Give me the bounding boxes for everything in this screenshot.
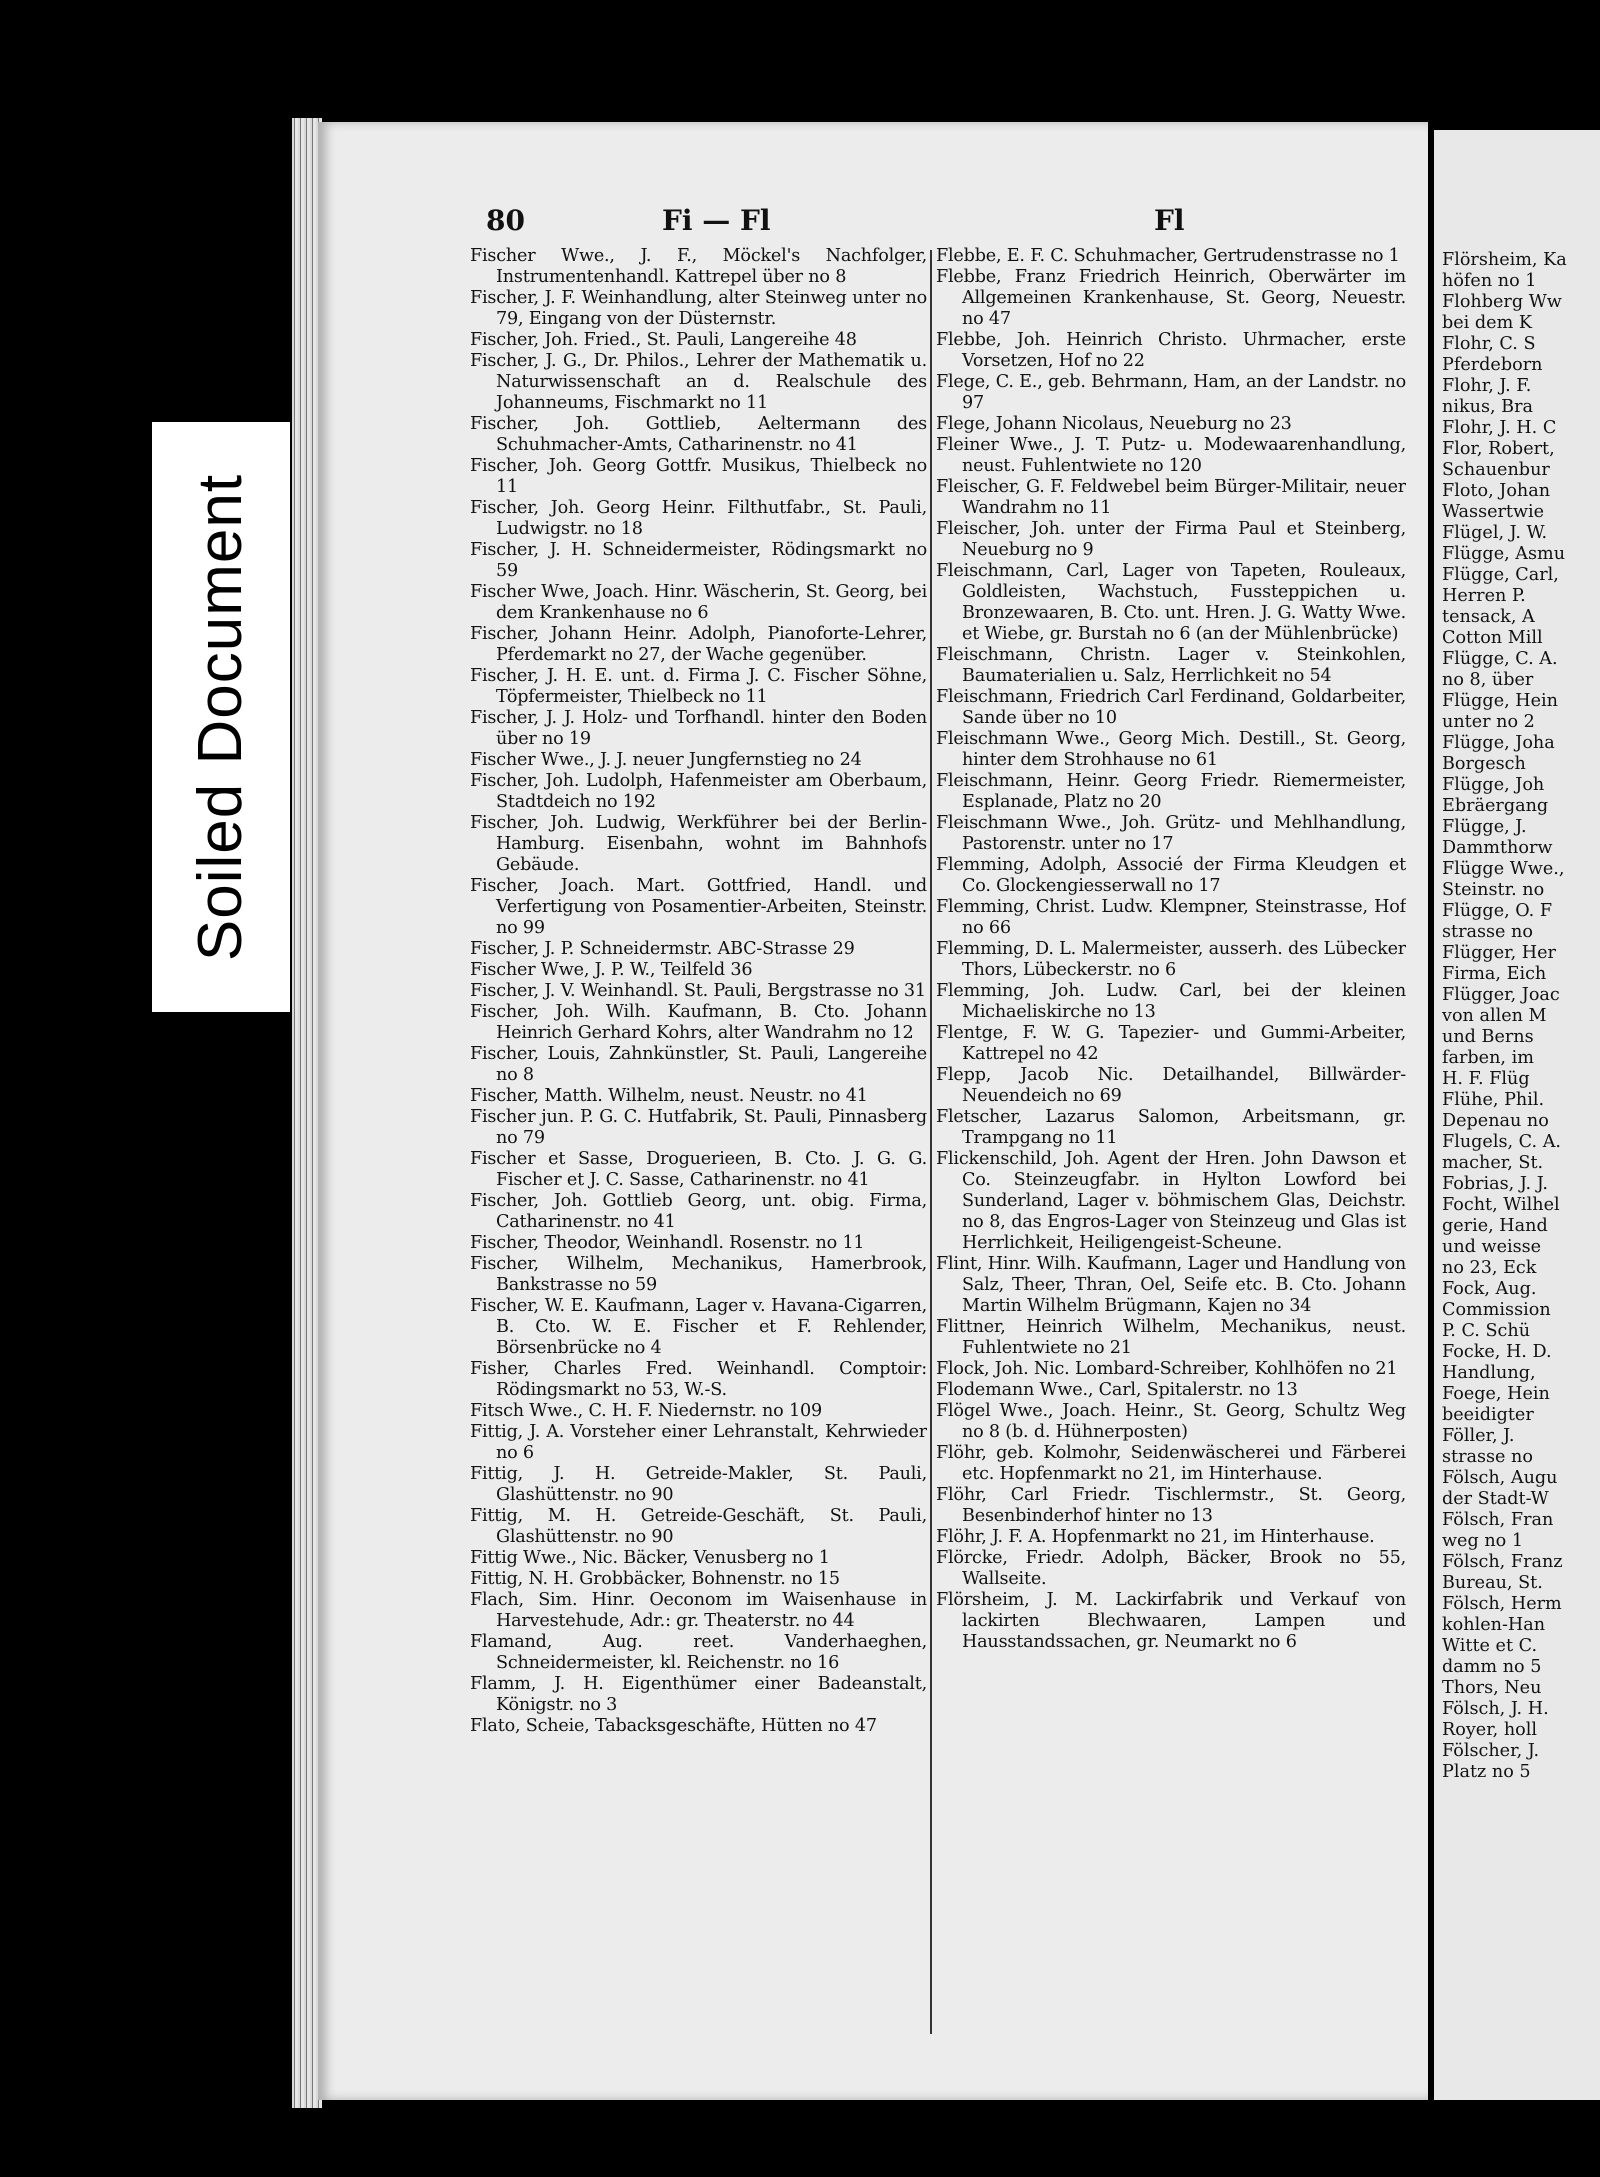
next-page-line: Thors, Neu xyxy=(1442,1678,1542,1698)
next-page-line: Flügge, Asmu xyxy=(1442,544,1566,564)
directory-entry: Fischer, Louis, Zahnkünstler, St. Pauli, Langereihe no 8 xyxy=(470,1044,927,1085)
directory-entry: Fischer, Matth. Wilhelm, neust. Neustr. no 41 xyxy=(470,1086,868,1106)
directory-entry: Flock, Joh. Nic. Lombard-Schreiber, Kohlhöfen no 21 xyxy=(936,1359,1398,1379)
directory-entry: Flörsheim, J. M. Lackirfabrik und Verkauf von lackirten Blechwaaren, Lampen und Hausstandssachen, gr. Neumarkt no 6 xyxy=(936,1590,1406,1652)
next-page-line: Föller, J. xyxy=(1442,1426,1515,1446)
directory-entry: Fischer, Joach. Mart. Gottfried, Handl. und Verfertigung von Posamentier-Arbeiten, Steinstr. no 99 xyxy=(470,876,927,938)
directory-entry: Fleiner Wwe., J. T. Putz- u. Modewaarenhandlung, neust. Fuhlentwiete no 120 xyxy=(936,435,1406,476)
next-page-line: Flügge, O. F xyxy=(1442,901,1553,921)
next-page-line: Flügge, Joha xyxy=(1442,733,1555,753)
next-page-line: no 8, über xyxy=(1442,670,1534,690)
directory-entry: Fischer, W. E. Kaufmann, Lager v. Havana-Cigarren, B. Cto. W. E. Fischer et F. Rehlender, Börsenbrücke no 4 xyxy=(470,1296,927,1358)
next-page-line: damm no 5 xyxy=(1442,1657,1542,1677)
next-page-line: Focht, Wilhel xyxy=(1442,1195,1560,1215)
column-divider xyxy=(930,250,932,2034)
next-page-line: Focke, H. D. xyxy=(1442,1342,1552,1362)
next-page-line: Fölsch, Franz xyxy=(1442,1552,1563,1572)
next-page-line: Pferdeborn xyxy=(1442,355,1543,375)
next-page-line: Flugels, C. A. xyxy=(1442,1132,1561,1152)
directory-entry: Flögel Wwe., Joach. Heinr., St. Georg, Schultz Weg no 8 (b. d. Hühnerposten) xyxy=(936,1401,1406,1442)
directory-entry: Fisher, Charles Fred. Weinhandl. Comptoir: Rödingsmarkt no 53, W.-S. xyxy=(470,1359,927,1400)
directory-entry: Flach, Sim. Hinr. Oeconom im Waisenhause in Harvestehude, Adr.: gr. Theaterstr. no 44 xyxy=(470,1590,927,1631)
next-page-text xyxy=(1442,250,1600,1783)
directory-entry: Flege, C. E., geb. Behrmann, Ham, an der Landstr. no 97 xyxy=(936,372,1406,413)
next-page-partial xyxy=(1434,130,1600,2100)
next-page-line: Flohr, J. F. xyxy=(1442,376,1532,396)
directory-entry: Fischer, Joh. Ludwig, Werkführer bei der Berlin-Hamburg. Eisenbahn, wohnt im Bahnhofs Gebäude. xyxy=(470,813,927,875)
next-page-line: no 23, Eck xyxy=(1442,1258,1537,1278)
next-page-line: Fölsch, Fran xyxy=(1442,1510,1554,1530)
next-page-line: und weisse xyxy=(1442,1237,1542,1257)
directory-entry: Fischer, Joh. Gottlieb Georg, unt. obig. Firma, Catharinenstr. no 41 xyxy=(470,1191,927,1232)
directory-entry: Fischer, Joh. Fried., St. Pauli, Langereihe 48 xyxy=(470,330,857,350)
directory-entry: Flöhr, Carl Friedr. Tischlermstr., St. Georg, Besenbinderhof hinter no 13 xyxy=(936,1485,1406,1526)
next-page-line: Herren P. xyxy=(1442,586,1526,606)
next-page-line: Flügge, J. xyxy=(1442,817,1527,837)
next-page-line: Flohberg Ww xyxy=(1442,292,1562,312)
directory-entry: Fleischer, Joh. unter der Firma Paul et Steinberg, Neueburg no 9 xyxy=(936,519,1406,560)
next-page-line: Cotton Mill xyxy=(1442,628,1543,648)
directory-entry: Flöhr, J. F. A. Hopfenmarkt no 21, im Hinterhause. xyxy=(936,1527,1375,1547)
directory-entry: Fischer jun. P. G. C. Hutfabrik, St. Pauli, Pinnasberg no 79 xyxy=(470,1107,927,1148)
next-page-line: Commission xyxy=(1442,1300,1551,1320)
next-page-line: höfen no 1 xyxy=(1442,271,1537,291)
next-page-line: Fock, Aug. xyxy=(1442,1279,1537,1299)
directory-entry: Fleischer, G. F. Feldwebel beim Bürger-Militair, neuer Wandrahm no 11 xyxy=(936,477,1406,518)
directory-entry: Fischer Wwe., J. F., Möckel's Nachfolger, Instrumentenhandl. Kattrepel über no 8 xyxy=(470,246,927,287)
directory-entry: Flemming, D. L. Malermeister, ausserh. des Lübecker Thors, Lübeckerstr. no 6 xyxy=(936,939,1406,980)
next-page-line: Fölsch, Herm xyxy=(1442,1594,1562,1614)
next-page-line: Wassertwie xyxy=(1442,502,1545,522)
directory-entry: Flebbe, Franz Friedrich Heinrich, Oberwärter im Allgemeinen Krankenhause, St. Georg, Neuestr. no 47 xyxy=(936,267,1406,329)
next-page-line: beeidigter xyxy=(1442,1405,1534,1425)
directory-entry: Fischer, Joh. Georg Heinr. Filthutfabr., St. Pauli, Ludwigstr. no 18 xyxy=(470,498,927,539)
next-page-line: Platz no 5 xyxy=(1442,1762,1531,1782)
next-page-line: nikus, Bra xyxy=(1442,397,1533,417)
next-page-line: Flörsheim, Ka xyxy=(1442,250,1567,270)
directory-entry: Fischer, Joh. Gottlieb, Aeltermann des Schuhmacher-Amts, Catharinenstr. no 41 xyxy=(470,414,927,455)
left-column xyxy=(470,246,927,2046)
next-page-line: Depenau no xyxy=(1442,1111,1549,1131)
right-column xyxy=(936,246,1406,2046)
directory-entry: Fleischmann, Carl, Lager von Tapeten, Rouleaux, Goldleisten, Wachstuch, Fussteppichen u. Bronzewaaren, B. Cto. unt. Hren. J. G. Watty Wwe. et Wiebe, gr. Burstah no 6 (an der Mühlenbrücke) xyxy=(936,561,1406,644)
directory-entry: Fischer, J. V. Weinhandl. St. Pauli, Bergstrasse no 31 xyxy=(470,981,926,1001)
directory-entry: Flebbe, Joh. Heinrich Christo. Uhrmacher, erste Vorsetzen, Hof no 22 xyxy=(936,330,1406,371)
directory-entry: Flöhr, geb. Kolmohr, Seidenwäscherei und Färberei etc. Hopfenmarkt no 21, im Hinterhause. xyxy=(936,1443,1406,1484)
directory-entry: Fleischmann Wwe., Georg Mich. Destill., St. Georg, hinter dem Strohhause no 61 xyxy=(936,729,1406,770)
next-page-line: macher, St. xyxy=(1442,1153,1544,1173)
next-page-line: Fölsch, Augu xyxy=(1442,1468,1558,1488)
directory-entry: Fischer Wwe, J. P. W., Teilfeld 36 xyxy=(470,960,753,980)
directory-entry: Fitsch Wwe., C. H. F. Niedernstr. no 109 xyxy=(470,1401,822,1421)
directory-entry: Fischer, Johann Heinr. Adolph, Pianoforte-Lehrer, Pferdemarkt no 27, der Wache gegenüber. xyxy=(470,624,927,665)
directory-entry: Flege, Johann Nicolaus, Neueburg no 23 xyxy=(936,414,1292,434)
next-page-line: Flügge, C. A. xyxy=(1442,649,1558,669)
next-page-line: Flügel, J. W. xyxy=(1442,523,1548,543)
directory-entry: Fittig, J. H. Getreide-Makler, St. Pauli, Glashüttenstr. no 90 xyxy=(470,1464,927,1505)
next-page-line: Steinstr. no xyxy=(1442,880,1545,900)
next-page-line: Fobrias, J. J. xyxy=(1442,1174,1548,1194)
next-page-line: farben, im xyxy=(1442,1048,1534,1068)
directory-entry: Flint, Hinr. Wilh. Kaufmann, Lager und Handlung von Salz, Theer, Thran, Oel, Seife etc. B. Cto. Johann Martin Wilhelm Brügmann, Kajen no 34 xyxy=(936,1254,1406,1316)
directory-entry: Flemming, Joh. Ludw. Carl, bei der kleinen Michaeliskirche no 13 xyxy=(936,981,1406,1022)
next-page-line: tensack, A xyxy=(1442,607,1535,627)
directory-page xyxy=(318,122,1428,2100)
directory-entry: Fittig, M. H. Getreide-Geschäft, St. Pauli, Glashüttenstr. no 90 xyxy=(470,1506,927,1547)
next-page-line: und Berns xyxy=(1442,1027,1534,1047)
directory-entry: Fischer, J. P. Schneidermstr. ABC-Strasse 29 xyxy=(470,939,855,959)
next-page-line: Fölsch, J. H. xyxy=(1442,1699,1549,1719)
directory-entry: Fischer, J. J. Holz- und Torfhandl. hinter den Boden über no 19 xyxy=(470,708,927,749)
directory-entry: Fischer, J. H. E. unt. d. Firma J. C. Fischer Söhne, Töpfermeister, Thielbeck no 11 xyxy=(470,666,927,707)
directory-entry: Fischer, J. F. Weinhandlung, alter Steinweg unter no 79, Eingang von der Düsternstr. xyxy=(470,288,927,329)
directory-entry: Flebbe, E. F. C. Schuhmacher, Gertrudenstrasse no 1 xyxy=(936,246,1400,266)
directory-entry: Fischer, Joh. Wilh. Kaufmann, B. Cto. Johann Heinrich Gerhard Kohrs, alter Wandrahm no 12 xyxy=(470,1002,927,1043)
directory-entry: Flamand, Aug. reet. Vanderhaeghen, Schneidermeister, kl. Reichenstr. no 16 xyxy=(470,1632,927,1673)
next-page-line: Flügge Wwe., xyxy=(1442,859,1565,879)
directory-entry: Fischer, Joh. Georg Gottfr. Musikus, Thielbeck no 11 xyxy=(470,456,927,497)
directory-entry: Fischer, Theodor, Weinhandl. Rosenstr. no 11 xyxy=(470,1233,865,1253)
directory-entry: Fleischmann, Heinr. Georg Friedr. Riemermeister, Esplanade, Platz no 20 xyxy=(936,771,1406,812)
directory-entry: Flemming, Christ. Ludw. Klempner, Steinstrasse, Hof no 66 xyxy=(936,897,1406,938)
next-page-line: Flor, Robert, xyxy=(1442,439,1555,459)
next-page-line: Firma, Eich xyxy=(1442,964,1547,984)
next-page-line: Borgesch xyxy=(1442,754,1526,774)
directory-entry: Flemming, Adolph, Associé der Firma Kleudgen et Co. Glockengiesserwall no 17 xyxy=(936,855,1406,896)
next-page-line: strasse no xyxy=(1442,1447,1533,1467)
next-page-line: Flügger, Her xyxy=(1442,943,1556,963)
directory-entry: Fleischmann, Friedrich Carl Ferdinand, Goldarbeiter, Sande über no 10 xyxy=(936,687,1406,728)
next-page-line: Flügge, Joh xyxy=(1442,775,1545,795)
next-page-line: unter no 2 xyxy=(1442,712,1535,732)
directory-entry: Flamm, J. H. Eigenthümer einer Badeanstalt, Königstr. no 3 xyxy=(470,1674,927,1715)
directory-entry: Flato, Scheie, Tabacksgeschäfte, Hütten no 47 xyxy=(470,1716,877,1736)
directory-entry: Flittner, Heinrich Wilhelm, Mechanikus, neust. Fuhlentwiete no 21 xyxy=(936,1317,1406,1358)
page-number: 80 xyxy=(486,204,525,237)
directory-entry: Fischer et Sasse, Droguerieen, B. Cto. J. G. G. Fischer et J. C. Sasse, Catharinenstr. no 41 xyxy=(470,1149,927,1190)
directory-entry: Fischer, J. H. Schneidermeister, Rödingsmarkt no 59 xyxy=(470,540,927,581)
next-page-line: Flügge, Carl, xyxy=(1442,565,1559,585)
next-page-line: Flohr, C. S xyxy=(1442,334,1536,354)
next-page-line: P. C. Schü xyxy=(1442,1321,1531,1341)
next-page-line: der Stadt-W xyxy=(1442,1489,1549,1509)
directory-entry: Flepp, Jacob Nic. Detailhandel, Billwärder-Neuendeich no 69 xyxy=(936,1065,1406,1106)
next-page-line: Flühe, Phil. xyxy=(1442,1090,1545,1110)
next-page-line: Dammthorw xyxy=(1442,838,1553,858)
next-page-line: gerie, Hand xyxy=(1442,1216,1548,1236)
directory-entry: Fischer, Wilhelm, Mechanikus, Hamerbrook, Bankstrasse no 59 xyxy=(470,1254,927,1295)
directory-entry: Fischer Wwe, Joach. Hinr. Wäscherin, St. Georg, bei dem Krankenhause no 6 xyxy=(470,582,927,623)
next-page-line: Flügger, Joac xyxy=(1442,985,1560,1005)
directory-entry: Fittig, N. H. Grobbäcker, Bohnenstr. no 15 xyxy=(470,1569,840,1589)
directory-entry: Fischer Wwe., J. J. neuer Jungfernstieg no 24 xyxy=(470,750,862,770)
next-page-line: Ebräergang xyxy=(1442,796,1549,816)
soiled-document-stamp xyxy=(152,422,290,1012)
directory-entry: Flörcke, Friedr. Adolph, Bäcker, Brook no 55, Wallseite. xyxy=(936,1548,1406,1589)
directory-entry: Fischer, J. G., Dr. Philos., Lehrer der Mathematik u. Naturwissenschaft an d. Realschule des Johanneums, Fischmarkt no 11 xyxy=(470,351,927,413)
soiled-document-label: Soiled Document xyxy=(186,473,256,961)
next-page-line: Witte et C. xyxy=(1442,1636,1538,1656)
next-page-line: Bureau, St. xyxy=(1442,1573,1543,1593)
next-page-line: Flügge, Hein xyxy=(1442,691,1559,711)
next-page-line: weg no 1 xyxy=(1442,1531,1524,1551)
next-page-line: bei dem K xyxy=(1442,313,1532,333)
next-page-line: Foege, Hein xyxy=(1442,1384,1550,1404)
page-head-left: Fi — Fl xyxy=(662,204,771,237)
next-page-line: kohlen-Han xyxy=(1442,1615,1546,1635)
page-head-right: Fl xyxy=(1154,204,1185,237)
directory-entry: Fleischmann Wwe., Joh. Grütz- und Mehlhandlung, Pastorenstr. unter no 17 xyxy=(936,813,1406,854)
next-page-line: Fölscher, J. xyxy=(1442,1741,1540,1761)
directory-entry: Flickenschild, Joh. Agent der Hren. John Dawson et Co. Steinzeugfabr. in Hylton Lowford bei Sunderland, Lager v. böhmischem Glas, Deichstr. no 8, das Engros-Lager von Steinzeug und Glas ist Herrlichkeit, Heiligengeist-Scheune. xyxy=(936,1149,1406,1253)
next-page-line: strasse no xyxy=(1442,922,1533,942)
directory-entry: Fittig Wwe., Nic. Bäcker, Venusberg no 1 xyxy=(470,1548,830,1568)
directory-entry: Flentge, F. W. G. Tapezier- und Gummi-Arbeiter, Kattrepel no 42 xyxy=(936,1023,1406,1064)
next-page-line: Handlung, xyxy=(1442,1363,1536,1383)
next-page-line: Schauenbur xyxy=(1442,460,1550,480)
next-page-line: H. F. Flüg xyxy=(1442,1069,1530,1089)
next-page-line: Flohr, J. H. C xyxy=(1442,418,1557,438)
next-page-line: Floto, Johan xyxy=(1442,481,1551,501)
directory-entry: Flodemann Wwe., Carl, Spitalerstr. no 13 xyxy=(936,1380,1298,1400)
directory-entry: Fleischmann, Christn. Lager v. Steinkohlen, Baumaterialien u. Salz, Herrlichkeit no 54 xyxy=(936,645,1406,686)
directory-entry: Fittig, J. A. Vorsteher einer Lehranstalt, Kehrwieder no 6 xyxy=(470,1422,927,1463)
directory-entry: Fletscher, Lazarus Salomon, Arbeitsmann, gr. Trampgang no 11 xyxy=(936,1107,1406,1148)
directory-entry: Fischer, Joh. Ludolph, Hafenmeister am Oberbaum, Stadtdeich no 192 xyxy=(470,771,927,812)
next-page-line: Royer, holl xyxy=(1442,1720,1538,1740)
next-page-line: von allen M xyxy=(1442,1006,1547,1026)
